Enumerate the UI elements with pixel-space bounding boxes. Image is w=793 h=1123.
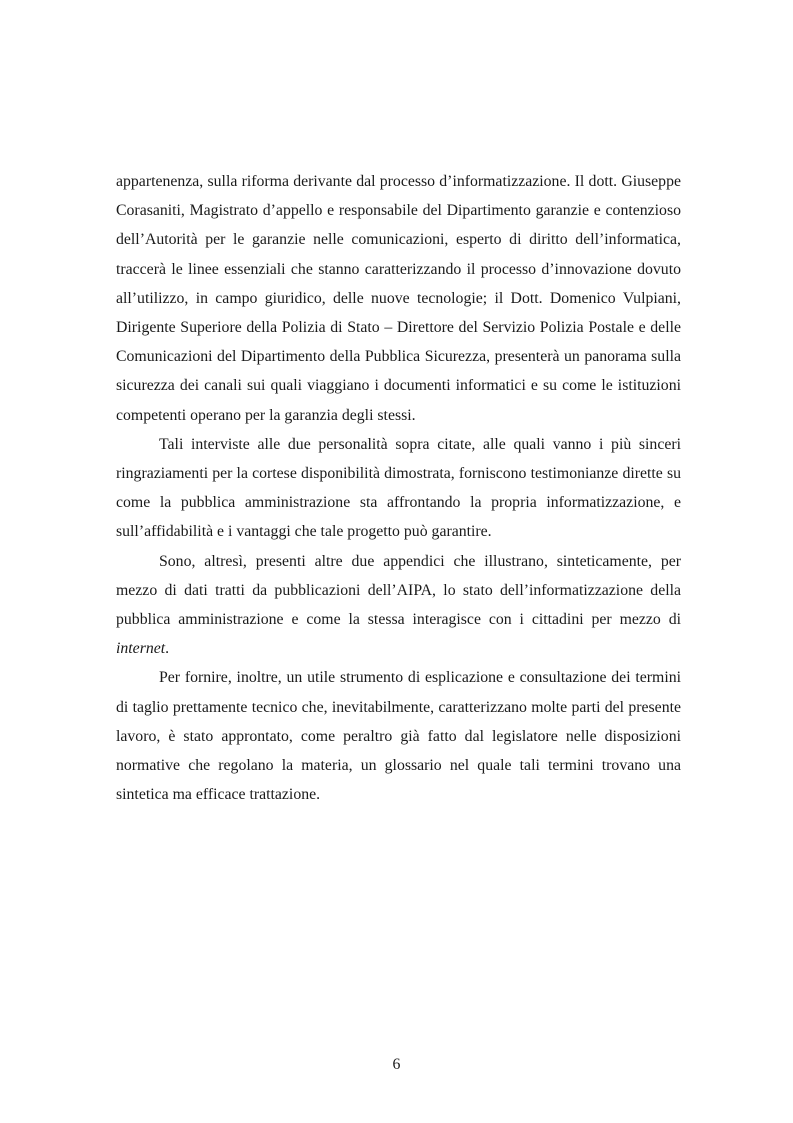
page-number: 6 <box>392 1056 401 1073</box>
paragraph-appendices <box>116 547 681 664</box>
paragraph-appendices-tail: . <box>165 640 170 658</box>
paragraph-glossary: Per fornire, inoltre, un utile strumento di esplicazione e consultazione dei termini di taglio prettamente tecnico che, inevitabilmente, caratterizzano molte parti del presente lavoro, è stato approntato, come peraltro già fatto dal legislatore nelle disposizioni normative che regolano la materia, un glossario nel quale tali termini trovano una sintetica ma efficace trattazione. <box>116 669 681 804</box>
body-text <box>116 167 681 809</box>
paragraph-continuation: appartenenza, sulla riforma derivante dal processo d’informatizzazione. Il dott. Giuseppe Corasaniti, Magistrato d’appello e responsabile del Dipartimento garanzie e contenzioso dell’Autorità per le garanzie nelle comunicazioni, esperto di diritto dell’informatica, traccerà le linee essenziali che stanno caratterizzando il processo d’innovazione dovuto all’utilizzo, in campo giuridico, delle nuove tecnologie; il Dott. Domenico Vulpiani, Dirigente Superiore della Polizia di Stato – Direttore del Servizio Polizia Postale e delle Comunicazioni del Dipartimento della Pubblica Sicurezza, presenterà un panorama sulla sicurezza dei canali sui quali viaggiano i documenti informatici e su come le istituzioni competenti operano per la garanzia degli stessi. <box>116 173 681 424</box>
paragraph-appendices-text: Sono, altresì, presenti altre due appendici che illustrano, sinteticamente, per mezzo di dati tratti da pubblicazioni dell’AIPA, lo stato dell’informatizzazione della pubblica amministrazione e come la stessa interagisce con i cittadini per mezzo di <box>116 552 681 629</box>
internet-term: internet <box>116 640 166 658</box>
paragraph-interviews: Tali interviste alle due personalità sopra citate, alle quali vanno i più sinceri ringraziamenti per la cortese disponibilità dimostrata, forniscono testimonianze dirette su come la pubblica amministrazione sta affrontando la propria informatizzazione, e sull’affidabilità e i vantaggi che tale progetto può garantire. <box>116 435 681 541</box>
